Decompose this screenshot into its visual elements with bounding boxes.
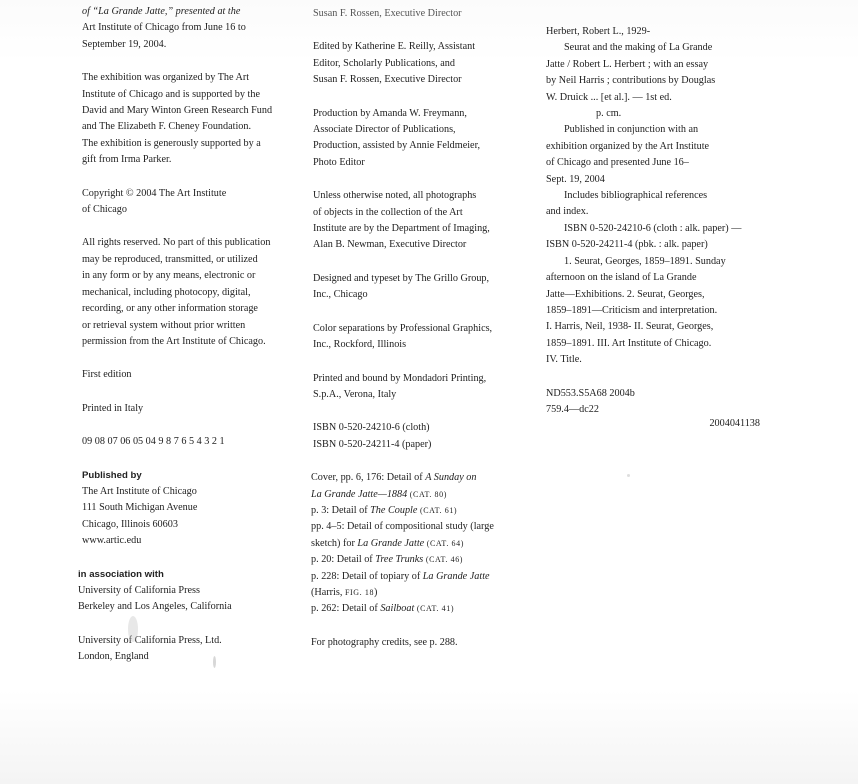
association-block [78, 567, 300, 616]
detail-p45: pp. 4–5: Detail of compositional study (large [311, 521, 494, 533]
cip-line: I. Harris, Neil, 1938- II. Seurat, Georges, [546, 321, 714, 333]
column-left [78, 4, 300, 683]
cip-line: by Neil Harris ; contributions by Douglas [546, 75, 716, 87]
printed-block [82, 401, 300, 417]
scan-smudge [627, 474, 630, 477]
publisher-line: Chicago, Illinois 60603 [82, 518, 178, 530]
publisher-line: The Art Institute of Chicago [82, 485, 197, 497]
photos-line: Institute are by the Department of Imaging, [313, 223, 490, 235]
detail-cover-cont: La Grande Jatte—1884 (CAT. 80) [311, 488, 448, 500]
production-line: Production, assisted by Annie Feldmeier, [313, 140, 481, 152]
design-line: Inc., Chicago [313, 289, 368, 301]
cip-line: exhibition organized by the Art Institute [546, 140, 710, 152]
published-by-block [82, 468, 300, 550]
cip-line: W. Druick ... [et al.]. — 1st ed. [546, 91, 672, 103]
copyright-block [82, 186, 300, 219]
cip-line: and index. [546, 206, 589, 218]
cip-line: Herbert, Robert L., 1929- [546, 26, 651, 37]
cip-line: Jatte—Exhibitions. 2. Seurat, Georges, [546, 288, 705, 300]
column-middle [313, 6, 531, 668]
color-block [313, 321, 531, 354]
publisher-line: 111 South Michigan Avenue [82, 502, 198, 514]
association-line: University of California Press [78, 584, 200, 596]
exhibition-block [82, 70, 300, 168]
exhibition-line: gift from Irma Parker. [82, 154, 172, 166]
rights-line: mechanical, including photocopy, digital, [82, 286, 251, 298]
cip-line: IV. Title. [546, 354, 582, 366]
cip-block [546, 24, 760, 369]
intro-line: Art Institute of Chicago from June 16 to [82, 22, 246, 34]
uk-press-block [78, 633, 300, 666]
printed-text: Printed in Italy [82, 402, 144, 414]
rights-line: may be reproduced, transmitted, or utilized [82, 253, 258, 265]
design-block [313, 271, 531, 304]
printing-line: 09 08 07 06 05 04 9 8 7 6 5 4 3 2 1 [82, 436, 225, 448]
cip-line: afternoon on the island of La Grande [546, 272, 697, 284]
detail-p3: p. 3: Detail of The Couple (CAT. 61) [311, 504, 458, 516]
photos-line: Alan B. Newman, Executive Director [313, 239, 467, 251]
credits-line: For photography credits, see p. 288. [311, 636, 458, 648]
copyright-line: Copyright © 2004 The Art Institute [82, 187, 227, 199]
isbn-line: ISBN 0-520-24210-6 (cloth) [313, 422, 430, 434]
lccn: 2004041138 [709, 418, 760, 430]
cip-line: Seurat and the making of La Grande [564, 42, 713, 54]
exhibition-line: Institute of Chicago and is supported by the [82, 88, 260, 100]
call-number-line: ND553.S5A68 2004b [546, 387, 635, 399]
director-line: Susan F. Rossen, Executive Director [313, 8, 462, 19]
details-block [311, 470, 531, 618]
exhibition-line: The exhibition was organized by The Art [82, 72, 250, 84]
isbn-line: ISBN 0-520-24211-4 (paper) [313, 438, 432, 450]
scan-smudge [213, 656, 216, 668]
production-line: Photo Editor [313, 156, 365, 168]
photos-line: of objects in the collection of the Art [313, 206, 463, 218]
edited-line: Editor, Scholarly Publications, and [313, 57, 455, 69]
intro-block [82, 4, 300, 53]
production-line: Associate Director of Publications, [313, 124, 456, 136]
cip-line: Jatte / Robert L. Herbert ; with an essay [546, 58, 709, 70]
bound-line: S.p.A., Verona, Italy [313, 388, 397, 400]
detail-p228: p. 228: Detail of topiary of La Grande Jatte [311, 570, 490, 582]
cip-line: of Chicago and presented June 16– [546, 157, 689, 169]
copyright-line: of Chicago [82, 204, 127, 216]
design-line: Designed and typeset by The Grillo Group, [313, 272, 490, 284]
cip-line: Published in conjunction with an [564, 124, 699, 136]
association-line: Berkeley and Los Angeles, California [78, 601, 232, 613]
photos-block [313, 188, 531, 254]
edited-line: Edited by Katherine E. Reilly, Assistant [313, 41, 476, 53]
isbn-block [313, 420, 531, 453]
publisher-url: www.artic.edu [82, 535, 142, 547]
production-block [313, 106, 531, 172]
cip-line: ISBN 0-520-24211-4 (pbk. : alk. paper) [546, 239, 708, 251]
rights-line: in any form or by any means, electronic or [82, 270, 256, 282]
association-heading: in association with [78, 568, 164, 580]
intro-line: September 19, 2004. [82, 38, 167, 50]
cip-line: ISBN 0-520-24210-6 (cloth : alk. paper) — [564, 222, 742, 234]
bound-block [313, 371, 531, 404]
exhibition-line: David and Mary Winton Green Research Fund [82, 105, 273, 117]
color-line: Inc., Rockford, Illinois [313, 339, 407, 351]
exhibition-line: and The Elizabeth F. Cheney Foundation. [82, 121, 252, 133]
uk-press-line: London, England [78, 651, 149, 663]
director-block [313, 6, 531, 22]
cip-line: p. cm. [596, 108, 622, 120]
cip-line: 1. Seurat, Georges, 1859–1891. Sunday [564, 255, 726, 267]
photos-line: Unless otherwise noted, all photographs [313, 190, 477, 202]
exhibition-line: The exhibition is generously supported by a [82, 137, 261, 149]
detail-p45-cont: sketch) for La Grande Jatte (CAT. 64) [311, 537, 464, 549]
detail-p262: p. 262: Detail of Sailboat (CAT. 41) [311, 603, 455, 615]
printing-line-block [82, 434, 300, 450]
uk-press-line: University of California Press, Ltd. [78, 634, 222, 646]
color-line: Color separations by Professional Graphics, [313, 322, 493, 334]
edition-text: First edition [82, 369, 132, 381]
edition-block [82, 367, 300, 383]
call-number-block [546, 386, 760, 433]
edited-line: Susan F. Rossen, Executive Director [313, 74, 462, 86]
rights-line: recording, or any other information storage [82, 303, 258, 315]
bound-line: Printed and bound by Mondadori Printing, [313, 372, 487, 384]
edited-block [313, 39, 531, 88]
published-by-heading: Published by [82, 469, 142, 481]
cip-line: 1859–1891. III. Art Institute of Chicago. [546, 337, 712, 349]
rights-line: permission from the Art Institute of Chicago. [82, 335, 266, 347]
call-number-line: 759.4—dc22 [546, 403, 599, 415]
rights-line: All rights reserved. No part of this publication [82, 237, 271, 249]
production-line: Production by Amanda W. Freymann, [313, 107, 467, 119]
cip-line: 1859–1891—Criticism and interpretation. [546, 304, 718, 316]
scan-smudge [128, 616, 138, 642]
detail-p228-cont: (Harris, FIG. 18) [311, 586, 378, 598]
cip-line: Sept. 19, 2004 [546, 173, 605, 185]
intro-line: of “La Grande Jatte,” presented at the [82, 6, 241, 17]
cip-line: Includes bibliographical references [564, 190, 708, 202]
rights-line: or retrieval system without prior written [82, 319, 246, 331]
detail-p20: p. 20: Detail of Tree Trunks (CAT. 46) [311, 554, 464, 566]
credits-block [311, 635, 531, 651]
column-right [546, 24, 760, 433]
detail-cover: Cover, pp. 6, 176: Detail of A Sunday on [311, 472, 477, 484]
rights-block [82, 235, 300, 350]
